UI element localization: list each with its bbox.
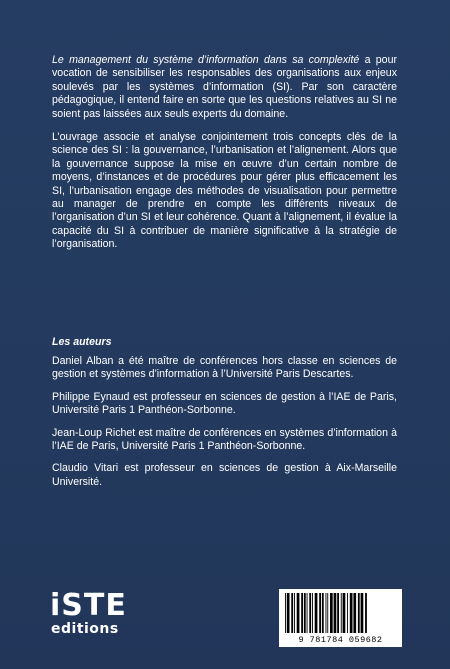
barcode-bar [337, 593, 339, 633]
barcode-bar [334, 593, 337, 633]
barcode-bar [361, 593, 364, 633]
barcode-bars [283, 593, 398, 635]
intro-paragraph-2: L’ouvrage associe et analyse conjointement trois concepts clés de la science des SI : la gouvernance, l’urbanisation et l’alignement. Alors que la gouvernance suppose la mise en œuvre d’un certain nombre de moyens, d’instances et de procédures pour gérer plus efficacement les SI, l’urbanisation engage des méthodes de visualisation pour permettre au manager de prendre en compte les différents niveaux de l’organisation d’un SI et leur cohérence. Quant à l’alignement, il évalue la capacité du SI à contribuer de manière significative à la stratégie de l’organisation. [52, 131, 397, 251]
barcode-bar [304, 593, 306, 633]
barcode-bar [322, 593, 324, 633]
authors-list [52, 355, 397, 498]
barcode-bar [287, 593, 290, 633]
barcode-bar [301, 593, 303, 633]
barcode-bar [294, 593, 295, 633]
barcode-bar [347, 593, 348, 633]
barcode-bar [343, 593, 346, 633]
author-bio: Daniel Alban a été maître de conférences hors classe en sciences de gestion et systèmes d’information à l’Université Paris Descartes. [52, 355, 397, 381]
barcode-bar [291, 593, 293, 633]
barcode-bar [309, 593, 311, 633]
barcode-bar [350, 593, 353, 633]
logo-iste-text: iSTE [50, 588, 127, 623]
barcode-bar [358, 593, 360, 633]
barcode-bar [341, 593, 342, 633]
barcode-bar [315, 593, 318, 633]
barcode-bar [326, 593, 327, 633]
iste-editions-logo [50, 590, 190, 640]
barcode-bar [297, 593, 300, 633]
author-bio: Claudio Vitari est professeur en sciences de gestion à Aix-Marseille Université. [52, 462, 397, 488]
barcode-bar [353, 593, 356, 633]
barcode-bar [307, 593, 308, 633]
author-bio: Philippe Eynaud est professeur en sciences de gestion à l’IAE de Paris, Université Paris 1 Panthéon-Sorbonne. [52, 390, 397, 417]
barcode-bar [319, 593, 321, 633]
isbn-barcode [279, 589, 402, 647]
intro-paragraph-1-rest: a pour vocation de sensibiliser les responsables des organisations aux enjeux soulevés par les systèmes d’information (SI). Par son caractère pédagogique, il entend faire en sorte que les questions relatives au SI ne soient pas laissées aux seuls experts du domaine. [52, 54, 397, 120]
barcode-bar [312, 593, 313, 633]
barcode-bar [285, 593, 286, 633]
book-title-italic: Le management du système d’information dans sa complexité [52, 54, 360, 66]
barcode-digits: 9 781784 059682 [298, 635, 383, 645]
intro-paragraph-1 [52, 54, 397, 121]
logo-editions-text: editions [51, 621, 119, 637]
summary-text [52, 54, 397, 262]
author-bio: Jean-Loup Richet est maître de conférences en systèmes d’information à l’IAE de Paris, Université Paris 1 Panthéon-Sorbonne. [52, 426, 397, 453]
barcode-bar [327, 593, 328, 633]
barcode-bar [365, 593, 367, 633]
authors-heading: Les auteurs [52, 336, 112, 348]
barcode-bar [330, 593, 333, 633]
